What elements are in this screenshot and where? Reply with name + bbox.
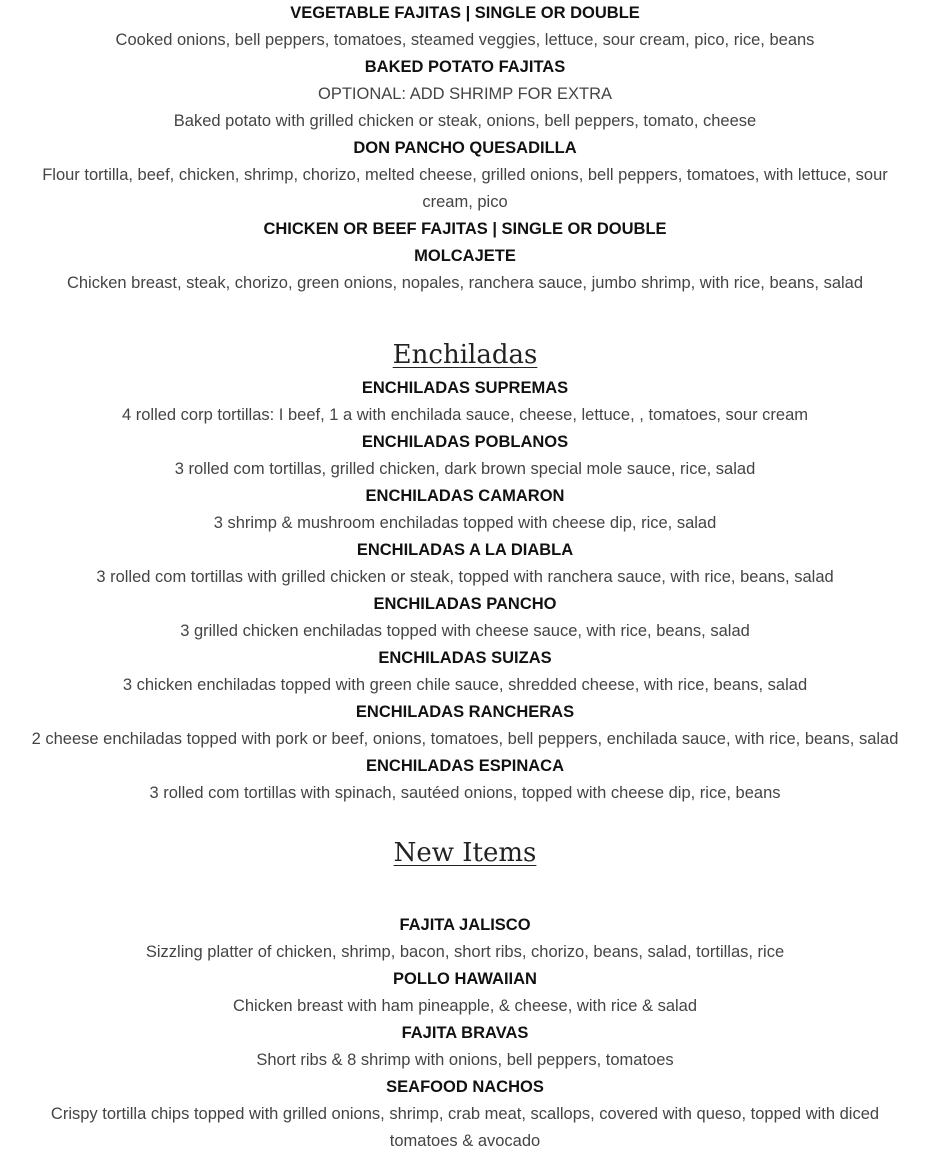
menu-item-title: ENCHILADAS RANCHERAS xyxy=(355,703,575,721)
menu-item-description: Short ribs & 8 shrimp with onions, bell peppers, tomatoes xyxy=(256,1051,674,1069)
menu-item-description: 4 rolled corp tortillas: I beef, 1 a with enchilada sauce, cheese, lettuce, , tomatoes, sour cream xyxy=(121,406,809,424)
section-heading-enchiladas xyxy=(0,338,930,372)
menu-item-description: cream, pico xyxy=(422,193,508,211)
menu-item-title: ENCHILADAS A LA DIABLA xyxy=(356,541,574,559)
section-heading-text: New Items xyxy=(393,838,537,868)
menu-item-description: Sizzling platter of chicken, shrimp, bacon, short ribs, chorizo, beans, salad, tortillas, rice xyxy=(145,943,785,961)
menu-item-description: tomatoes & avocado xyxy=(389,1132,541,1150)
menu-item-title: ENCHILADAS SUIZAS xyxy=(378,649,552,667)
menu-item-title: VEGETABLE FAJITAS | SINGLE OR DOUBLE xyxy=(290,4,640,22)
menu-item-title: SEAFOOD NACHOS xyxy=(386,1078,544,1096)
menu-item-description: 3 rolled com tortillas, grilled chicken, dark brown special mole sauce, rice, salad xyxy=(174,460,756,478)
menu-item-title: ENCHILADAS CAMARON xyxy=(365,487,565,505)
menu-item-title: MOLCAJETE xyxy=(414,247,516,265)
menu-item-description: Baked potato with grilled chicken or steak, onions, bell peppers, tomato, cheese xyxy=(173,112,757,130)
menu-item-description: 3 rolled com tortillas with spinach, sautéed onions, topped with cheese dip, rice, beans xyxy=(149,784,781,802)
section-heading-text: Enchiladas xyxy=(392,340,538,370)
menu-item-description: 3 shrimp & mushroom enchiladas topped with cheese dip, rice, salad xyxy=(213,514,717,532)
menu-item-title: CHICKEN OR BEEF FAJITAS | SINGLE OR DOUBLE xyxy=(263,220,667,238)
menu-item-title: ENCHILADAS ESPINACA xyxy=(365,757,565,775)
menu-item-title: DON PANCHO QUESADILLA xyxy=(353,139,577,157)
menu-item-optional-note: OPTIONAL: ADD SHRIMP FOR EXTRA xyxy=(318,85,612,103)
menu-item-description: Chicken breast with ham pineapple, & cheese, with rice & salad xyxy=(232,997,698,1015)
menu-item-title: FAJITA JALISCO xyxy=(399,916,531,934)
menu-item-description: Chicken breast, steak, chorizo, green onions, nopales, ranchera sauce, jumbo shrimp, with rice, beans, salad xyxy=(66,274,864,292)
menu-item-title: ENCHILADAS PANCHO xyxy=(373,595,557,613)
menu-item-title: ENCHILADAS POBLANOS xyxy=(361,433,569,451)
section-heading-new-items xyxy=(0,836,930,870)
menu-item-description: Cooked onions, bell peppers, tomatoes, steamed veggies, lettuce, sour cream, pico, rice, beans xyxy=(115,31,815,49)
menu-item-description: Flour tortilla, beef, chicken, shrimp, chorizo, melted cheese, grilled onions, bell peppers, tomatoes, with lettuce, sour xyxy=(42,166,888,184)
menu-item-description: 2 cheese enchiladas topped with pork or beef, onions, tomatoes, bell peppers, enchilada sauce, with rice, beans, salad xyxy=(31,730,899,748)
menu-item-description: 3 grilled chicken enchiladas topped with cheese sauce, with rice, beans, salad xyxy=(180,622,750,640)
menu-item-title: FAJITA BRAVAS xyxy=(401,1024,529,1042)
menu-item-title: ENCHILADAS SUPREMAS xyxy=(361,379,569,397)
menu-item-title: BAKED POTATO FAJITAS xyxy=(364,58,566,76)
menu-item-description: Crispy tortilla chips topped with grilled onions, shrimp, crab meat, scallops, covered with queso, topped with diced xyxy=(50,1105,880,1123)
menu-item-title: POLLO HAWAIIAN xyxy=(393,970,537,988)
menu-item-description: 3 chicken enchiladas topped with green chile sauce, shredded cheese, with rice, beans, salad xyxy=(122,676,808,694)
menu-item-description: 3 rolled com tortillas with grilled chicken or steak, topped with ranchera sauce, with rice, beans, salad xyxy=(96,568,834,586)
